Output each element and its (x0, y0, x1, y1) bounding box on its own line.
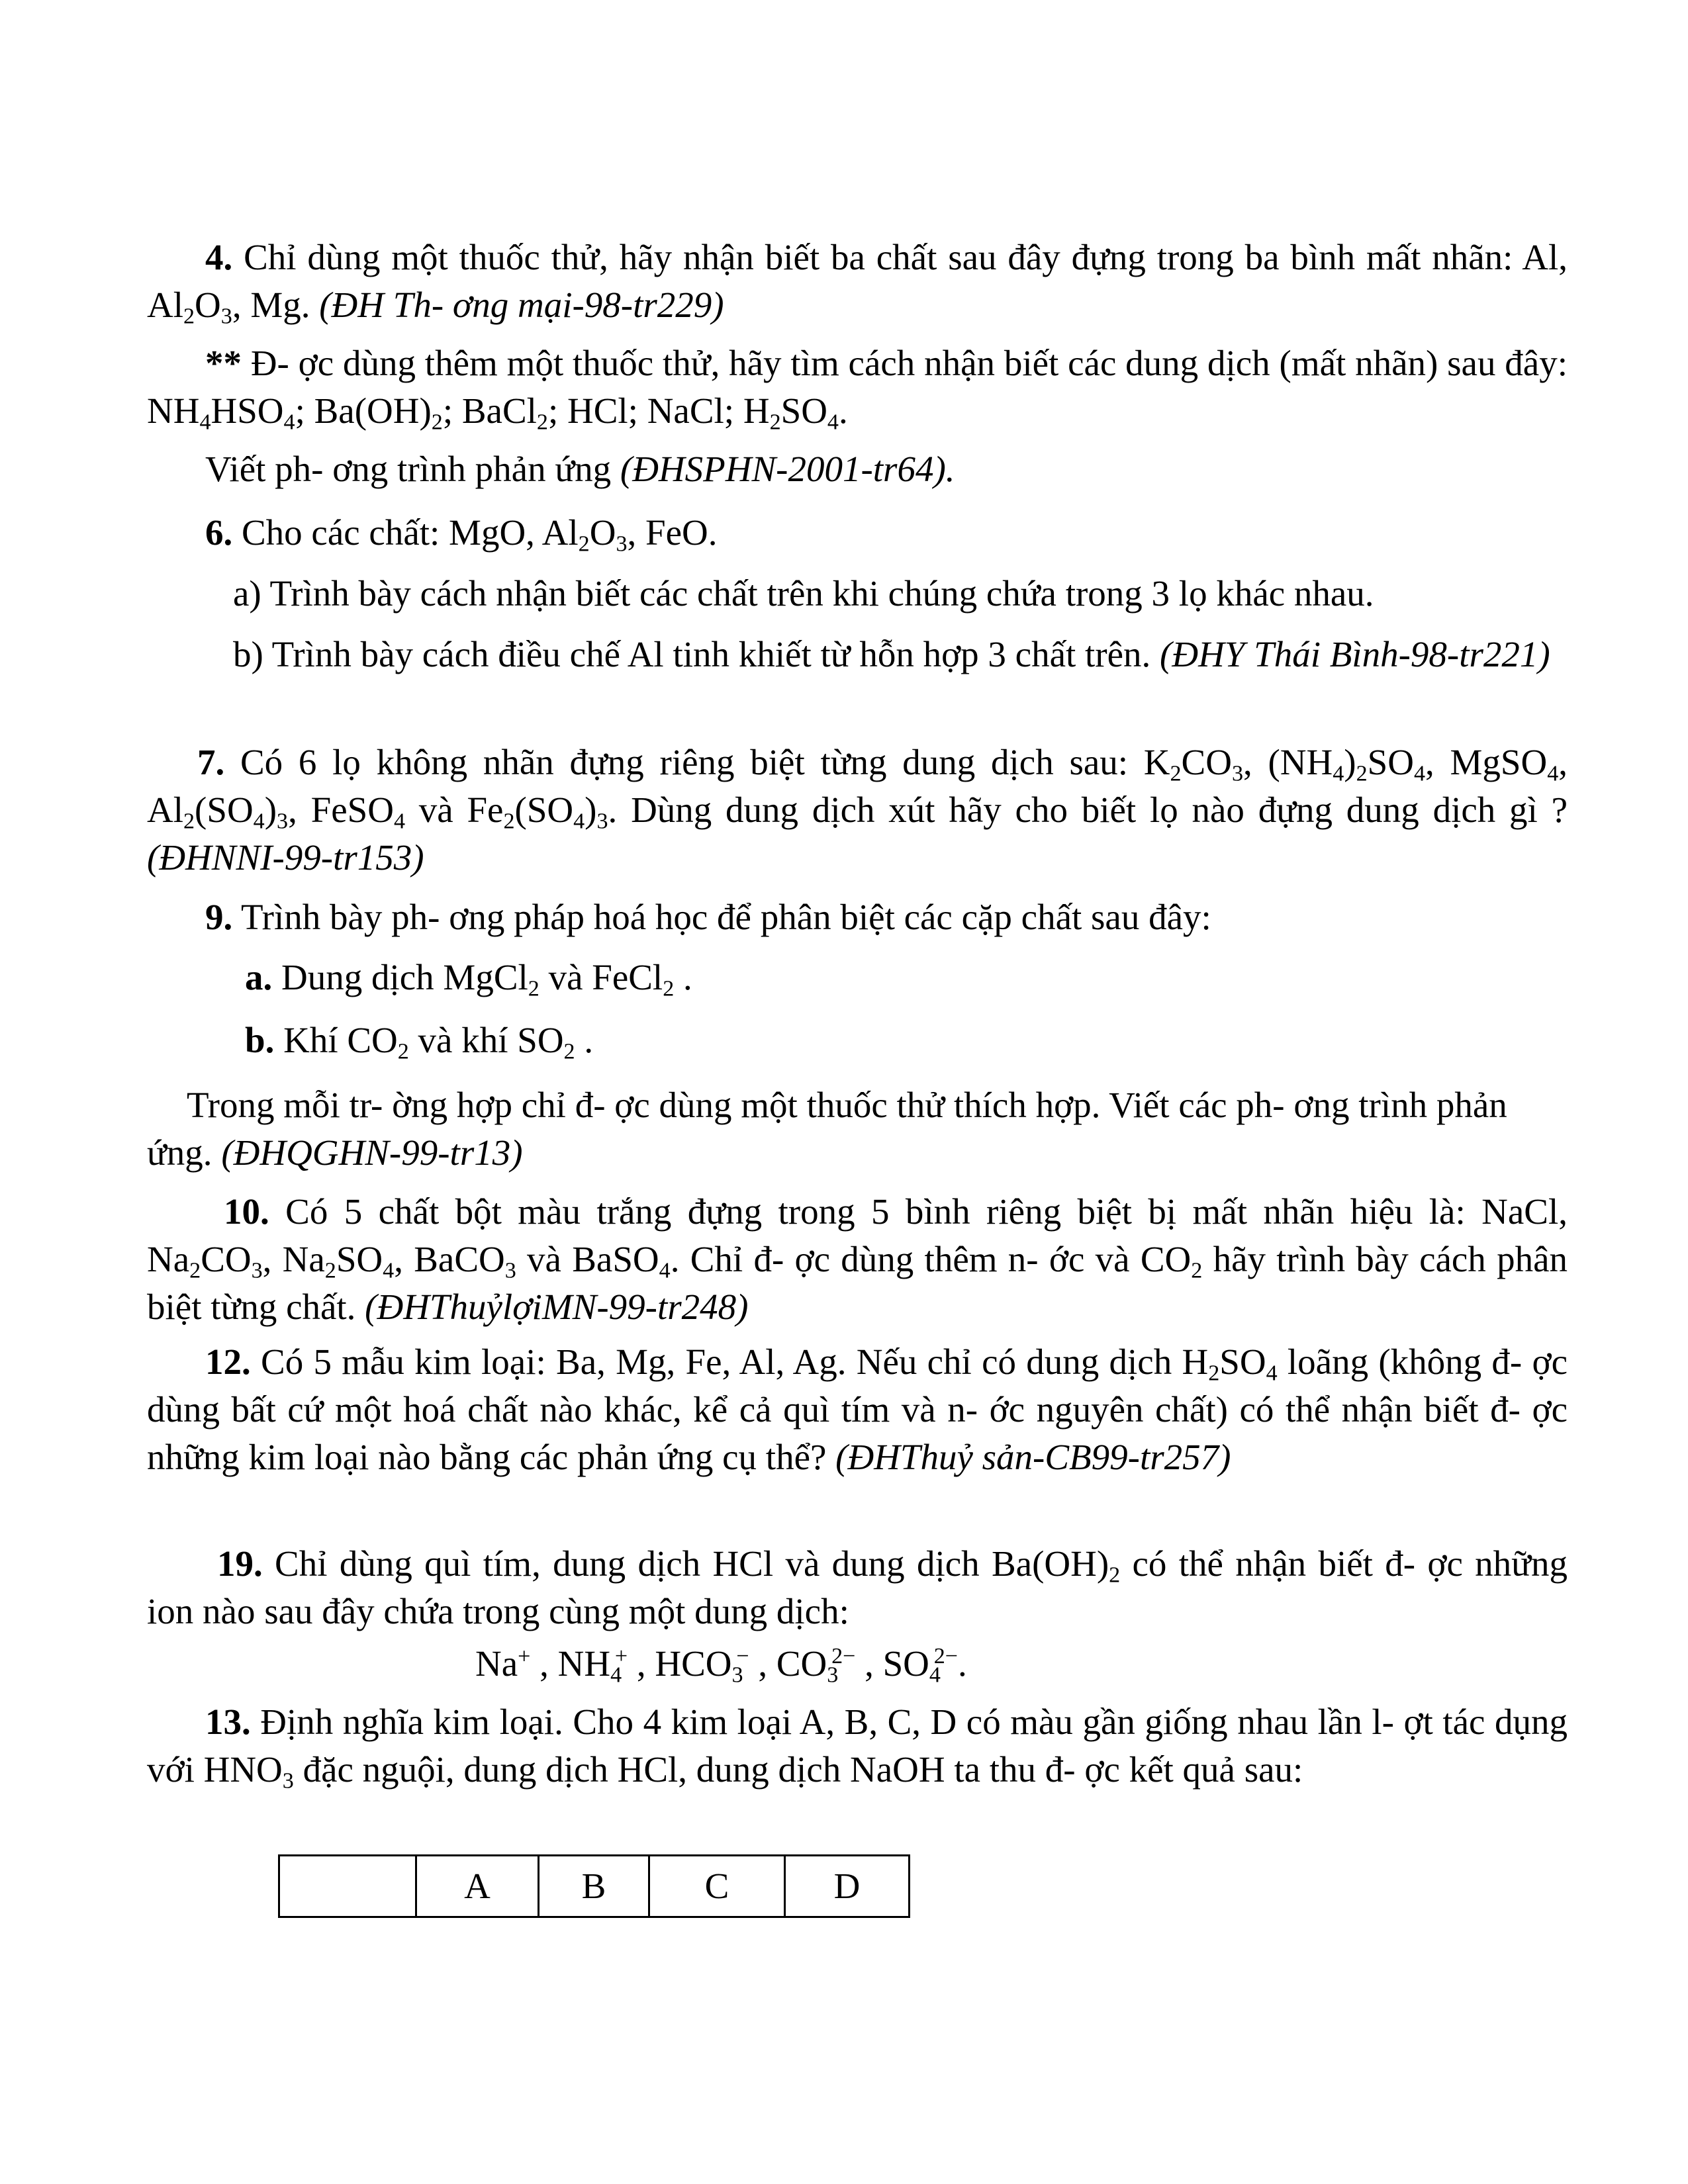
question-13: 13. Định nghĩa kim loại. Cho 4 kim loại A, B, C, D có màu gần giống nhau lần l- ợt tác dụng với $HNO_3$ đặc nguội, dung dịch HCl, dung dịch NaOH ta thu đ- ợc kết quả sau: (147, 1702, 1568, 1794)
question-9-instruction: Trong mỗi tr- ờng hợp chỉ đ- ợc dùng một thuốc thử thích hợp. Viết các ph- ơng trình phản ứng. (ĐHQGHN-99-tr13) (147, 1085, 1507, 1173)
question-starred-line2: Viết ph- ơng trình phản ứng (ĐHSPHN-2001-tr64). (205, 449, 955, 489)
table-header-cell: B (539, 1856, 649, 1917)
question-4: 4. Chỉ dùng một thuốc thử, hãy nhận biết ba chất sau đây đựng trong ba bình mất nhãn: Al, $Al_2O_3$, Mg. (ĐH Th- ơng mại-98-tr229) (147, 237, 1568, 329)
source-reference: (ĐHNNI-99-tr153) (147, 837, 424, 878)
question-6: 6. Cho các chất: MgO, $Al_2O_3$, FeO. (205, 512, 718, 557)
ion-so4: $SO_4^{2-}$ (882, 1643, 958, 1688)
question-number: 7. (197, 742, 225, 782)
ion-na: Na+ (475, 1643, 531, 1684)
question-number: 13. (205, 1702, 251, 1742)
source-reference: (ĐHQGHN-99-tr13) (221, 1132, 523, 1173)
question-6-part-b: b) Trình bày cách điều chế Al tinh khiết từ hỗn hợp 3 chất trên. (ĐHY Thái Bình-98-tr221) (233, 634, 1550, 674)
table-header-cell: A (416, 1856, 539, 1917)
question-9-part-b: b. Khí $CO_2$ và khí $SO_2$ . (245, 1020, 594, 1064)
question-starred: ** Đ- ợc dùng thêm một thuốc thử, hãy tìm cách nhận biết các dung dịch (mất nhãn) sau đây: $NH_4HSO_4$; $Ba(OH)_2$; BaCl$_2$; HCl; NaCl; $H_2SO_4$. (147, 343, 1568, 435)
question-12: 12. Có 5 mẫu kim loại: Ba, Mg, Fe, Al, Ag. Nếu chỉ có dung dịch $H_2SO_4$ loãng (không đ- ợc dùng bất cứ một hoá chất nào khác, kể cả quì tím và n- ớc nguyên chất) có thể nhận biết đ- ợc những kim loại nào bằng các phản ứng cụ thể? (ĐHThuỷ sản-CB99-tr257) (147, 1342, 1568, 1477)
ion-list: Na+ , $NH_4^+$ , $HCO_3^-$ , $CO_3^{2-}$ , $SO_4^{2-}$. (475, 1643, 967, 1688)
source-reference: (ĐHThuỷ sản-CB99-tr257) (835, 1437, 1231, 1477)
question-6-part-a: a) Trình bày cách nhận biết các chất trên khi chúng chứa trong 3 lọ khác nhau. (233, 573, 1374, 614)
ion-hco3: $HCO_3^-$ (655, 1643, 749, 1688)
table-header-cell: D (785, 1856, 910, 1917)
question-number: 10. (224, 1191, 269, 1232)
question-number: 4. (205, 237, 233, 277)
question-number: 9. (205, 897, 233, 937)
question-number: 6. (205, 512, 233, 553)
ion-nh4: $NH_4^+$ (557, 1643, 628, 1688)
source-reference: (ĐHY Thái Bình-98-tr221) (1160, 634, 1550, 674)
question-19: 19. Chỉ dùng quì tím, dung dịch HCl và dung dịch $Ba(OH)_2$ có thể nhận biết đ- ợc những ion nào sau đây chứa trong cùng một dung dịch: (147, 1543, 1568, 1631)
question-number: 12. (205, 1342, 251, 1382)
table-header-row (279, 1856, 910, 1917)
question-9-part-a: a. Dung dịch MgCl$_2$ và FeCl$_2$ . (245, 957, 692, 1001)
question-number: ** (205, 343, 242, 383)
question-7: 7. Có 6 lọ không nhãn đựng riêng biệt từng dung dịch sau: $K_2CO_3$, $(NH_4)_2SO_4$, MgSO$_4$, $Al_2(SO_4)_3$, FeSO$_4$ và $Fe_2(SO_4)_3$. Dùng dung dịch xút hãy cho biết lọ nào đựng dung dịch gì ? (ĐHNNI-99-tr153) (147, 742, 1568, 878)
ion-co3: $CO_3^{2-}$ (776, 1643, 856, 1688)
question-10: 10. Có 5 chất bột màu trắng đựng trong 5 bình riêng biệt bị mất nhãn hiệu là: NaCl, $Na_2CO_3$, $Na_2SO_4$, BaCO$_3$ và BaSO$_4$. Chỉ đ- ợc dùng thêm n- ớc và $CO_2$ hãy trình bày cách phân biệt từng chất. (ĐHThuỷlợiMN-99-tr248) (147, 1191, 1568, 1327)
source-reference: (ĐHThuỷlợiMN-99-tr248) (365, 1287, 749, 1327)
question-number: 19. (217, 1543, 263, 1584)
table-header-cell: C (649, 1856, 785, 1917)
results-table (278, 1854, 910, 1918)
table-header-cell (279, 1856, 416, 1917)
source-reference: (ĐHSPHN-2001-tr64). (620, 449, 955, 489)
question-9: 9. Trình bày ph- ơng pháp hoá học để phân biệt các cặp chất sau đây: (205, 897, 1211, 937)
source-reference: (ĐH Th- ơng mại-98-tr229) (319, 285, 724, 325)
